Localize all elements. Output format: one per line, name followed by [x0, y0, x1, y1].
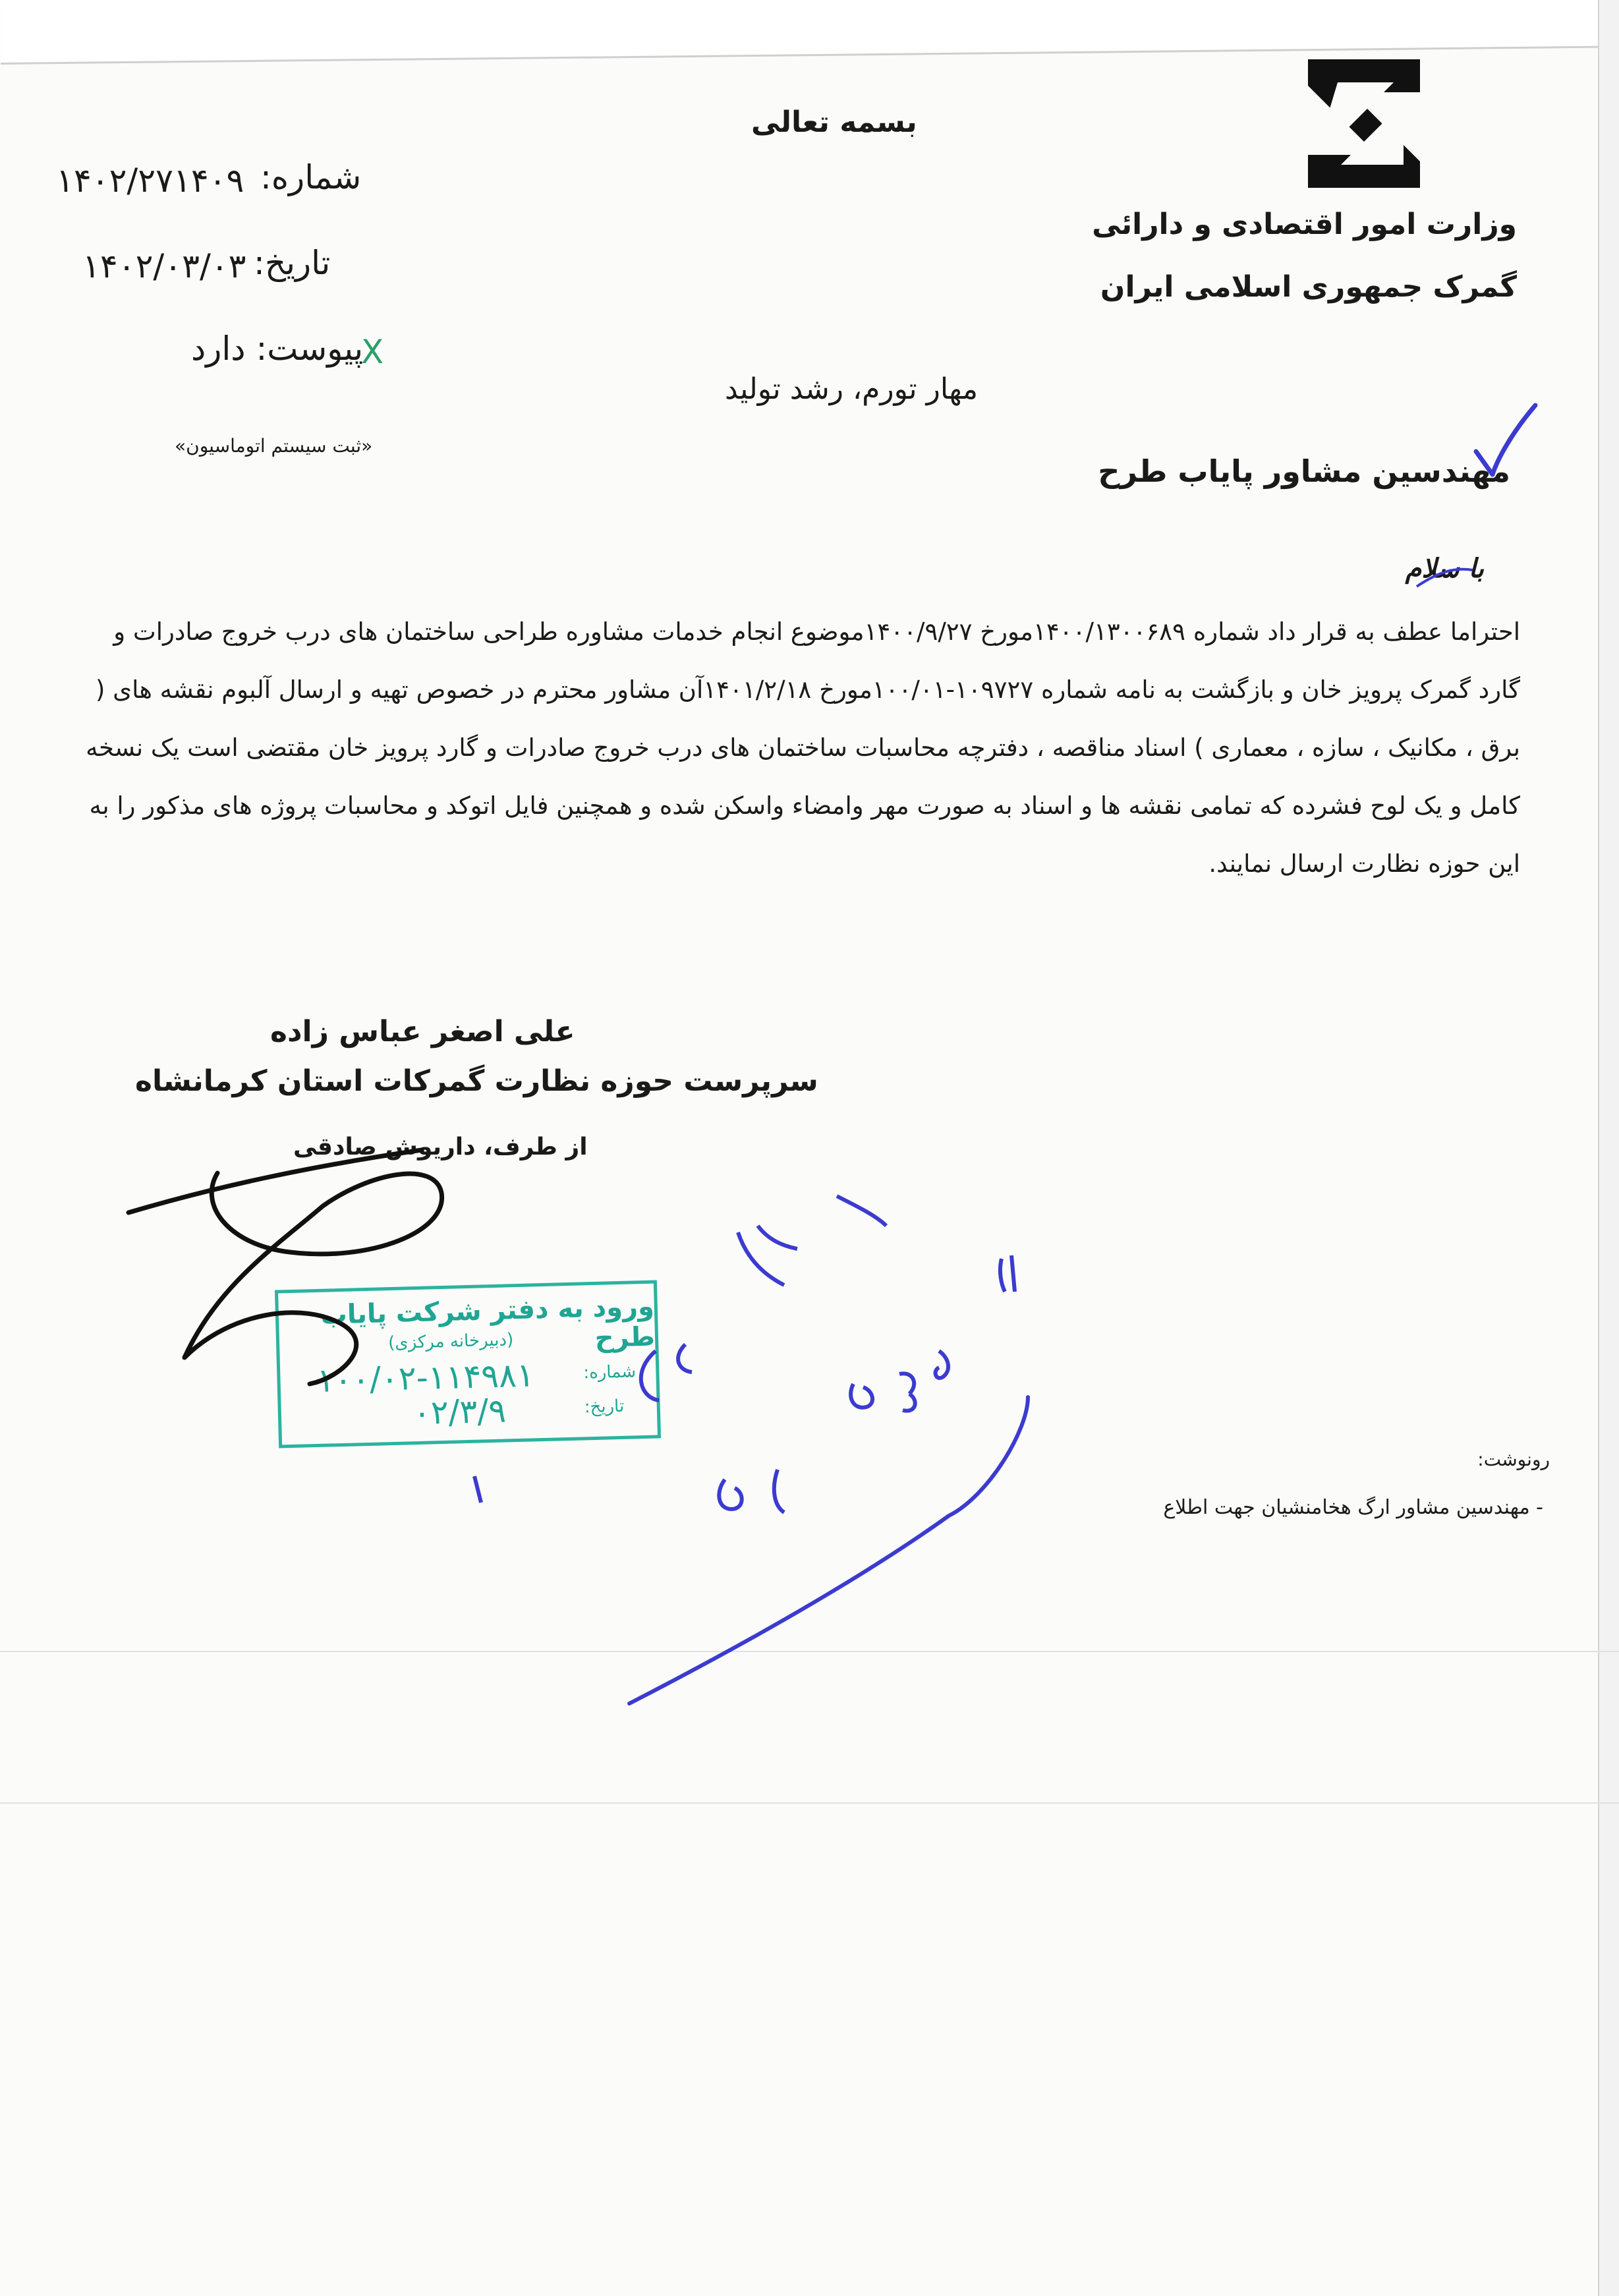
signatory-title: سرپرست حوزه نظارت گمرکات استان کرمانشاه	[135, 1064, 818, 1098]
pen-note	[851, 1384, 872, 1408]
letter-number-value: ۱۴۰۲/۲۷۱۴۰۹	[56, 161, 244, 200]
pen-note	[936, 1351, 949, 1378]
pen-note	[474, 1476, 481, 1503]
pen-note	[719, 1470, 784, 1512]
attachment-status: پیوست: دارد	[191, 330, 364, 368]
stamp-date-value: ۰۲/۳/۹	[412, 1391, 507, 1433]
body-line: کامل و یک لوح فشرده که تمامی نقشه ها و اسناد به صورت مهر وامضاء واسکن شده و همچنین فایل اتوکد و محاسبات پروژه های مذکور را به	[89, 791, 1520, 820]
bismillah-heading: بسمه تعالی	[751, 105, 917, 139]
pen-note	[641, 1344, 692, 1400]
customs-name: گمرک جمهوری اسلامی ایران	[1100, 270, 1517, 304]
stamp-number-value: ۱۰۰/۰۲-۱۱۴۹۸۱	[316, 1356, 535, 1400]
greeting: با سلام	[1405, 554, 1484, 584]
letter-date-value: ۱۴۰۲/۰۳/۰۳	[82, 247, 246, 285]
slogan: مهار تورم، رشد تولید	[725, 372, 979, 406]
pen-note	[738, 1226, 797, 1285]
body-line: گارد گمرک پرویز خان و بازگشت به نامه شماره ۱۰۹۷۲۷-۱۰۰/۰۱مورخ ۱۴۰۱/۲/۱۸آن مشاور محترم در خصوص تهیه و ارسال آلبوم نقشه های (	[95, 675, 1520, 704]
stamp-title: ورود به دفتر شرکت پایاب طرح	[320, 1291, 656, 1354]
attachment-check-mark: X	[361, 333, 384, 371]
signatory-on-behalf: از طرف، داریوش صادقی	[293, 1134, 588, 1161]
pen-note	[1000, 1255, 1015, 1292]
stamp-date-label: تاریخ:	[584, 1396, 625, 1418]
letter-number-label: شماره:	[260, 158, 362, 196]
ministry-name: وزارت امور اقتصادی و دارائی	[1092, 208, 1517, 241]
body-line: این حوزه نظارت ارسال نمایند.	[1208, 849, 1520, 878]
pen-note	[899, 1373, 915, 1411]
pen-note	[837, 1196, 886, 1226]
recipient: مهندسین مشاور پایاب طرح	[1098, 453, 1510, 489]
body-line: برق ، مکانیک ، سازه ، معماری ) اسناد مناقصه ، دفترچه محاسبات ساختمان های درب خروج صادرات و گارد پرویز خان مقتضی است یک نسخه	[86, 733, 1520, 762]
signature-scribble	[128, 1150, 442, 1384]
letter-date-label: تاریخ:	[254, 244, 331, 282]
cc-recipient: - مهندسین مشاور ارگ هخامنشیان جهت اطلاع	[1163, 1496, 1543, 1519]
signatory-name: علی اصغر عباس زاده	[270, 1015, 575, 1048]
cc-title: رونوشت:	[1477, 1449, 1550, 1470]
body-line: احتراما عطف به قرار داد شماره ۱۴۰۰/۱۳۰۰۶۸۹مورخ ۱۴۰۰/۹/۲۷موضوع انجام خدمات مشاوره طراحی ساختمان های درب خروج صادرات و	[113, 617, 1520, 646]
pen-diagonal-stroke	[629, 1397, 1028, 1704]
pen-note	[1417, 569, 1473, 587]
stamp-number-label: شماره:	[583, 1362, 637, 1383]
automation-note: «ثبت سیستم اتوماسیون»	[175, 435, 373, 457]
recipient-check-mark	[1476, 405, 1535, 474]
stamp-subtitle: (دبیرخانه مرکزی)	[387, 1330, 514, 1354]
